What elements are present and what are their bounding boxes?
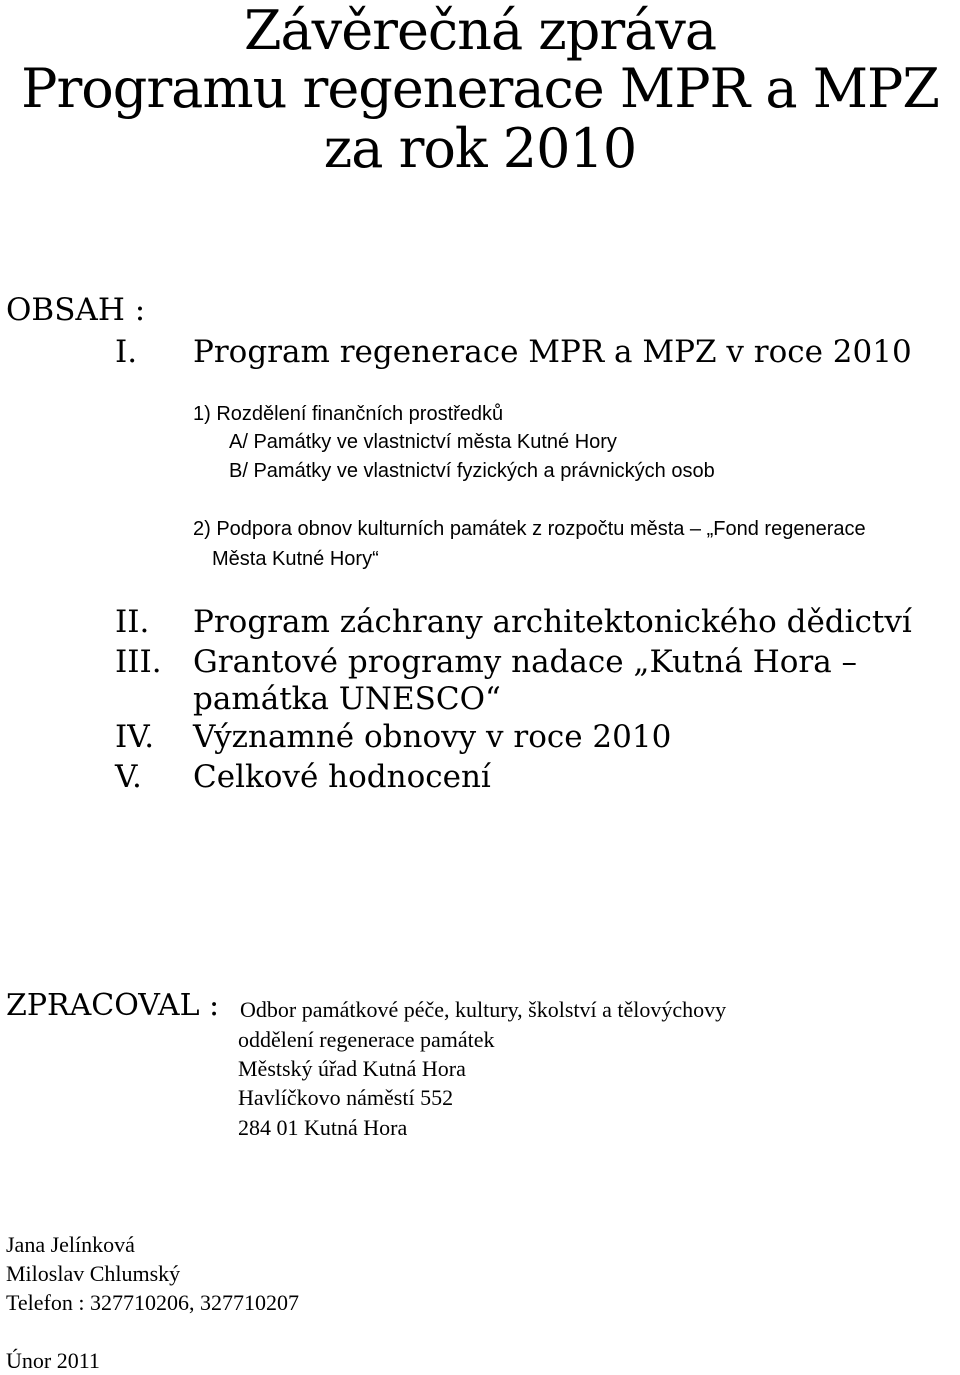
section-2-number: II. xyxy=(115,604,150,640)
section-4-number: IV. xyxy=(115,719,155,755)
section-5-number: V. xyxy=(115,759,142,795)
section-3-number: III. xyxy=(115,644,162,680)
subsection-1a: A/ Památky ve vlastnictví města Kutné Hory xyxy=(229,431,617,453)
document-title-line-1: Závěrečná zpráva xyxy=(243,0,717,62)
subsection-2-line-2: Města Kutné Hory“ xyxy=(212,548,379,570)
subsection-1: 1) Rozdělení finančních prostředků xyxy=(193,403,504,425)
processed-by-line-3: Městský úřad Kutná Hora xyxy=(238,1056,466,1081)
section-5-title: Celkové hodnocení xyxy=(193,759,491,795)
section-1-title: Program regenerace MPR a MPZ v roce 2010 xyxy=(193,334,912,370)
section-2-title: Program záchrany architektonického dědictví xyxy=(193,604,912,640)
processed-by-label: ZPRACOVAL : xyxy=(6,988,220,1023)
processed-by-line-4: Havlíčkovo náměstí 552 xyxy=(238,1085,454,1110)
phone-line: Telefon : 327710206, 327710207 xyxy=(6,1290,299,1315)
author-2: Miloslav Chlumský xyxy=(6,1261,181,1286)
contents-label: OBSAH : xyxy=(6,292,146,328)
section-4-title: Významné obnovy v roce 2010 xyxy=(193,719,672,755)
subsection-1b: B/ Památky ve vlastnictví fyzických a právnických osob xyxy=(229,460,715,482)
document-title-line-2: Programu regenerace MPR a MPZ xyxy=(21,57,939,120)
author-1: Jana Jelínková xyxy=(6,1232,135,1257)
processed-by-line-1: Odbor památkové péče, kultury, školství a tělovýchovy xyxy=(240,997,727,1022)
processed-by-line-5: 284 01 Kutná Hora xyxy=(238,1115,408,1140)
subsection-2-line-1: 2) Podpora obnov kulturních památek z rozpočtu města – „Fond regenerace xyxy=(193,518,866,540)
section-3-title-continued: památka UNESCO“ xyxy=(193,681,501,717)
section-3-title: Grantové programy nadace „Kutná Hora – xyxy=(193,644,858,680)
document-title-line-3: za rok 2010 xyxy=(323,117,637,180)
document-date: Únor 2011 xyxy=(6,1348,100,1373)
section-1-number: I. xyxy=(115,334,138,370)
processed-by-line-2: oddělení regenerace památek xyxy=(238,1027,495,1052)
